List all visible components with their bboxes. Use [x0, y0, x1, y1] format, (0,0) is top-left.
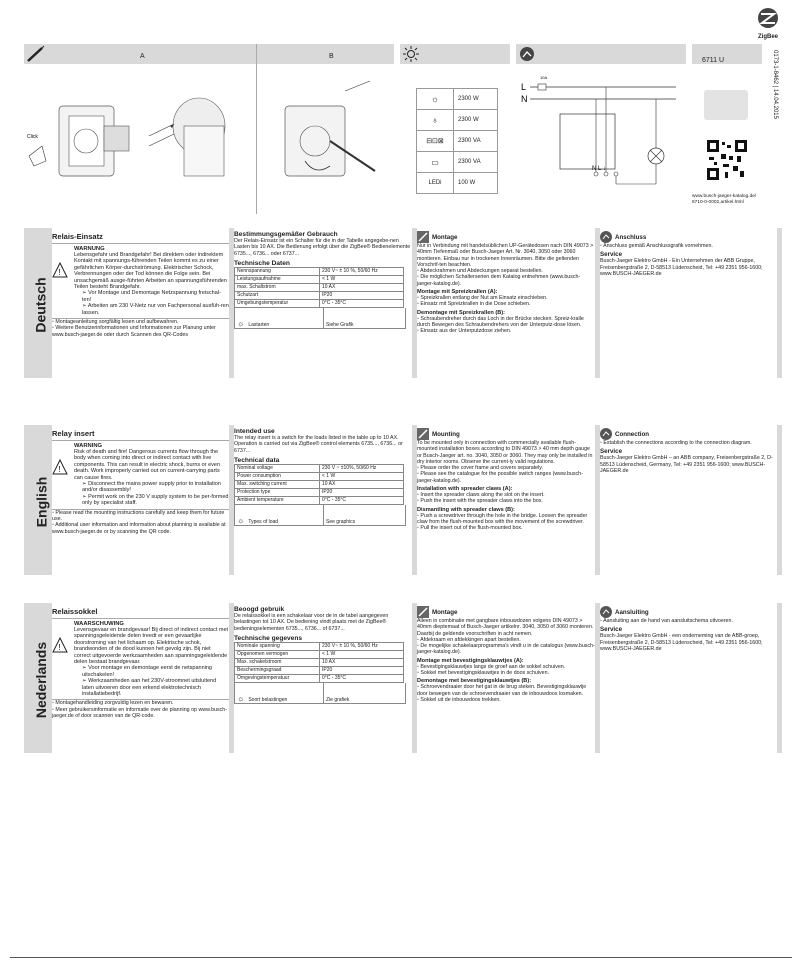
connection-icon — [600, 606, 612, 618]
use-text: De relaissokkel is een schakelaar voor de in de tabel aangegeven belastingen tot 10 AX. De bediening vindt plaats met de ZigBee® bedieningselementen 6735..., 6736... of 6737... — [234, 613, 389, 632]
mounting-text: To be mounted only in connection with commercially available flush-mounted installation boxes according to DIN 49073 > 40 mm depth gauge or Busch-Jaeger art. no. 3040, 3050 or 3060. They may only be installed in dry interior rooms. Observe the current-ly valid regulations. — [417, 440, 593, 465]
connection-bullet: ▫ Establish the connections according to the connection diagram. — [600, 440, 752, 446]
warning-title: WARNING — [74, 443, 103, 449]
illustration-a — [24, 66, 254, 211]
tech-row — [235, 674, 404, 682]
phone-image — [704, 90, 748, 120]
use-column — [234, 228, 412, 378]
tech-label: Ambient temperature — [235, 496, 320, 504]
service-text[interactable]: Busch-Jaeger Elektro GmbH - Ein Unternehmen der ABB Gruppe, Freisenbergstraße 2, D-58513 Lüdenscheid, Tel: +49 2351 956-1600; www.BUSCH-JAEGER.de — [600, 258, 763, 277]
halogen-icon: ♁ — [417, 110, 454, 130]
tech-row — [235, 299, 404, 307]
tech-value: IP20 — [320, 291, 404, 299]
product-column — [52, 425, 229, 575]
load-value: 2300 VA — [458, 159, 481, 165]
mounting-text: Alleen in combinatie met gangbare inbouwdozen volgens DIN 49073 > 40mm dieptemaat of Busch-Jaeger artikelnr. 3040, 3050 of 3060 monteren. Daarbij de geldende voorschriften in acht nemen. — [417, 618, 594, 637]
dismantle-bullet: ▫ Einsatz aus der Unterputzdose ziehen. — [417, 328, 512, 335]
tech-label: max. Schaltstrom — [235, 283, 320, 291]
tech-value: 10 AX — [320, 480, 404, 488]
light-icon: ☼ — [237, 693, 245, 703]
load-value: 2300 W — [458, 117, 479, 123]
wiring-panel — [516, 44, 686, 214]
wire-l-label: L — [521, 82, 527, 92]
service-text[interactable]: Busch-Jaeger Elektro GmbH - een onderneming van de ABB-groep, Freisenbergstraße 2, D-58513 Lüdenscheid, Tel: +49 2351 956-1600; www.BUSCH-JAEGER.de — [600, 633, 763, 652]
tech-row — [235, 650, 404, 658]
warning-bullet: ➢ Disconnect the mains power supply prior to installation and/or disassembly! — [82, 481, 221, 494]
mount-bullet: ▫ Please order the cover frame and covers separately. — [417, 465, 544, 472]
tech-value: 230 V~ ± 10 %, 50/60 Hz — [320, 267, 404, 275]
load-type-label: Soort belastingen — [248, 696, 288, 703]
mounting-heading — [417, 231, 595, 243]
use-column — [234, 603, 412, 753]
catalog-url[interactable]: www.busch-jaeger-katalog.de/ 6710-0-0002,artikel.html — [692, 194, 757, 205]
mounting-title: Montage — [432, 608, 458, 616]
load-row — [417, 131, 497, 152]
warning-icon — [52, 262, 68, 278]
warning-box — [52, 243, 229, 316]
connection-title: Connection — [615, 430, 650, 438]
lamp-icon: ☼ — [417, 89, 454, 109]
use-text: The relay insert is a switch for the loads listed in the table up to 10 AX. Operation is carried out via ZigBee® control elements 6735..., 6736... or 6737... — [234, 435, 403, 454]
article-panel — [692, 44, 762, 214]
note-item: ▫ Weitere Benutzerinformationen und Informationen zur Planung unter www.busch-jaeger.de oder durch Scannen des QR-Codes — [52, 325, 216, 338]
warning-text: Levensgevaar en brandgevaar! Bij direct of indirect contact met spanningsgeleidende delen treedt er een gevaarlijke doorstroming van het lichaam op. Elektrische schok, brandwonden of de dood kunnen het gevolg zijn. Bij niet correct uitgevoerde werkzaamheden aan spanningsgeleidende delen bestaat brandgevaar. — [74, 627, 229, 666]
use-column — [234, 425, 412, 575]
dismantle-title: Dismantling with spreader claws (B): — [417, 506, 515, 513]
light-icon: ☼ — [237, 515, 245, 525]
tech-row — [235, 642, 404, 650]
connection-bullet: ▫ Anschluss gemäß Anschlussgrafik vornehmen. — [600, 243, 713, 249]
claws-bullet: ▫ Insert the spreader claws along the slot on the insert. — [417, 492, 545, 499]
warning-icon — [52, 637, 68, 653]
svg-text:!: ! — [58, 465, 61, 474]
claws-title: Montage met bevestigingsklauwtjes (A): — [417, 657, 524, 664]
dismantle-title: Demontage met bevestigingsklauwtjes (B): — [417, 678, 532, 685]
tech-value: IP20 — [320, 666, 404, 674]
tech-title: Technical data — [234, 456, 280, 464]
connection-heading — [600, 231, 777, 243]
tech-label: Nominale spanning — [235, 642, 320, 650]
screwdriver-icon — [417, 606, 429, 618]
load-type-value: Siehe Grafik — [326, 321, 354, 328]
tech-value: 230 V ~ ±10%, 50/60 Hz — [320, 464, 404, 472]
terminal-labels: N L ↓ — [592, 166, 606, 172]
claws-bullet: ▫ Push the insert with the spreader claws into the box. — [417, 498, 543, 505]
load-row — [417, 89, 497, 110]
transformer-icon: ⊟⊡⊠ — [417, 131, 454, 151]
illustration-b — [260, 66, 392, 211]
tech-row — [235, 666, 404, 674]
mounting-column — [417, 603, 595, 753]
label-b: B — [329, 53, 334, 60]
zigbee-logo-mark — [753, 7, 783, 29]
connection-bullet: ▫ Aansluiting aan de hand van aansluitschema uitvoeren. — [600, 618, 733, 624]
tech-value: < 1 W — [320, 650, 404, 658]
screwdriver-icon — [26, 45, 46, 63]
mounting-heading — [417, 606, 595, 618]
tech-row — [235, 480, 404, 488]
product-column — [52, 603, 229, 753]
mount-bullet: ▫ Afdekraam en afdekkingen apart bestellen. — [417, 636, 521, 643]
tech-row — [235, 472, 404, 480]
warning-text: Risk of death and fire! Dangerous currents flow through the body when coming into direct or indirect contact with live components. This can result in electric shock, burns or even death. Work improperly carried out on current-carrying parts can cause fires. — [74, 449, 221, 481]
claws-bullet: ▫ Spreizkrallen entlang der Nut am Einsatz einschieben. — [417, 295, 548, 302]
dismantle-bullet: ▫ Schraubendreher durch das Loch in der Brücke stecken. Spreiz-kralle durch Bewegen des Schraubendrehers von der Unterputz-dose lösen. — [417, 315, 584, 328]
tech-value: < 1 W — [320, 275, 404, 283]
service-title: Service — [600, 251, 623, 259]
ledi-label: LEDi — [417, 173, 454, 193]
tech-value: < 1 W — [320, 472, 404, 480]
load-type-value: Zie grafiek — [326, 696, 350, 703]
tech-title: Technische Daten — [234, 259, 290, 267]
dismantle-title: Demontage mit Spreizkrallen (B): — [417, 309, 505, 316]
tech-label: Leistungsaufnahme — [235, 275, 320, 283]
product-title: Relay insert — [52, 429, 95, 438]
tech-label: Schutzart — [235, 291, 320, 299]
tech-label: Power consumption — [235, 472, 320, 480]
load-type-row — [234, 505, 406, 526]
tech-table — [234, 464, 404, 505]
claws-bullet: ▫ Bevestigingsklauwtjes langs de groef aan de sokkel schuiven. — [417, 663, 566, 670]
tech-row — [235, 291, 404, 299]
footer-line — [10, 957, 792, 958]
warning-text: Lebensgefahr und Brandgefahr! Bei direktem oder indirektem Kontakt mit spannungs-führenden Teilen kommt es zu einer gefährlichen Körper-durchströmung. Elektrischer Schock, Verbrennungen oder der Tod können die Folge sein. Bei unsachgemäß ausge-führten Arbeiten an spannungsführenden Teilen besteht Brandgefahr. — [74, 252, 227, 291]
use-text: Der Relais-Einsatz ist ein Schalter für die in der Tabelle angegebe-nen Lasten bis 10 AX. Die Bedienung erfolgt über die ZigBee® Bedienelemente 6735..., 6736... oder 6737... — [234, 238, 411, 257]
dismantle-bullet: ▫ Push a screwdriver through the hole in the bridge. Loosen the spreader claw from the flush-mounted box with the movement of the screwdriver. — [417, 512, 588, 525]
tech-table — [234, 267, 404, 308]
divider — [256, 44, 257, 214]
zigbee-logo — [753, 7, 783, 41]
note-item: ▫ Please read the mounting instructions carefully and keep them for future use. — [52, 509, 229, 523]
load-type-label: Lastarten — [248, 321, 270, 328]
mounting-heading — [417, 428, 595, 440]
language-tab: Deutsch — [30, 236, 52, 374]
claws-bullet: ▫ Sokkel met bevestigingsklauwtjes in de doos schuiven. — [417, 670, 550, 677]
mounting-title: Montage — [432, 233, 458, 241]
tech-label: Opgenomen vermogen — [235, 650, 320, 658]
warning-bullet: ➢ Permit work on the 230 V supply system to be per-formed only by specialist staff. — [82, 493, 229, 507]
load-table — [416, 88, 498, 194]
install-figure-panel — [24, 44, 394, 214]
load-type-row — [234, 683, 406, 704]
product-title: Relaissokkel — [52, 607, 98, 616]
note-item: ▫ Additional user information and information about planning is available at www.busch-jaeger.de or by scanning the QR code. — [52, 522, 226, 535]
mount-bullet: ▫ Abdeckrahmen und Abdeckungen separat bestellen. — [417, 268, 543, 275]
tech-label: Omgevingstemperatuur — [235, 674, 320, 682]
note-item: ▫ Montageanleitung sorgfältig lesen und aufbewahren. — [52, 318, 229, 325]
warning-bullet: ➢ Vor Montage und Demontage Netzspannung freischal-ten! — [82, 290, 221, 303]
fuse-label: 10A — [540, 75, 548, 80]
load-type-row — [234, 308, 406, 329]
load-row — [417, 152, 497, 173]
tech-value: 0°C - 35°C — [320, 496, 404, 504]
tech-row — [235, 283, 404, 291]
tech-row — [235, 658, 404, 666]
light-icon: ☼ — [237, 318, 245, 328]
tech-label: Max. switching current — [235, 480, 320, 488]
warning-icon — [52, 459, 68, 475]
service-title: Service — [600, 448, 623, 456]
connection-column — [600, 603, 777, 753]
screwdriver-icon — [417, 231, 429, 243]
connection-icon — [519, 46, 535, 62]
connection-icon — [600, 428, 612, 440]
load-value: 100 W — [458, 180, 476, 186]
load-type-value: See graphics — [326, 518, 356, 525]
wiring-diagram — [516, 66, 686, 214]
connection-title: Aansluiting — [615, 608, 649, 616]
tech-row — [235, 496, 404, 504]
service-title: Service — [600, 626, 623, 634]
use-title: Beoogd gebruik — [234, 606, 285, 613]
svg-text:!: ! — [58, 643, 61, 652]
load-row — [417, 173, 497, 193]
note-item: ▫ Meer gebruikersinformatie en informatie over de planning op www.busch-jaeger.de of door scannen van de QR-code. — [52, 706, 228, 720]
mounting-text: Nur in Verbindung mit handelsüblichen UP-Gerätedosen nach DIN 49073 > 40mm Tiefenmaß oder Busch-Jaeger Art. Nr. 3040, 3050 oder 3060 montieren. Einbau nur in trockenen Innenräumen. Bitte die geltenden Vorschrif-ten beachten. — [417, 243, 594, 268]
load-type-label: Types of load — [248, 518, 279, 525]
mount-bullet: ▫ De mogelijke schakelaarprogramma's vindt u in de catalogus (www.busch-jaeger-katalog.de). — [417, 643, 595, 656]
warning-title: WARNUNG — [74, 246, 105, 252]
language-tab: English — [30, 433, 52, 571]
service-text[interactable]: Busch-Jaeger Elektro GmbH – an ABB company, Freisenbergstraße 2, D-58513 Lüdenscheid, Germany, Tel: +49 2351 956-1600; www.BUSCH-JAEGER.de — [600, 455, 773, 474]
warning-title: WAARSCHUWING — [74, 621, 124, 627]
warning-bullet: ➢ Arbeiten am 230 V-Netz nur von Fachpersonal ausfüh-ren lassen. — [82, 303, 229, 316]
tech-label: Nennspannung — [235, 267, 320, 275]
tech-row — [235, 464, 404, 472]
product-title: Relais-Einsatz — [52, 232, 103, 241]
mounting-column — [417, 228, 595, 378]
mounting-column — [417, 425, 595, 575]
mount-bullet: ▫ Die möglichen Schalterserien dem Katalog entnehmen (www.busch-jaeger-katalog.de). — [417, 274, 581, 287]
fluorescent-icon: ▭ — [417, 152, 454, 172]
tech-row — [235, 267, 404, 275]
load-row — [417, 110, 497, 131]
load-table-panel — [400, 44, 510, 214]
dismantle-bullet: ▫ Schroevendraaier door het gat in de brug steken. Bevestigingsklauwtje door bewegen van de schroevendraaier van de inbouwdoos losmaken. — [417, 684, 587, 697]
dismantle-bullet: ▫ Sokkel uit de inbouwdoos trekken. — [417, 696, 501, 703]
label-a: A — [140, 53, 145, 60]
tech-row — [235, 275, 404, 283]
tech-label: Protection type — [235, 488, 320, 496]
dismantle-bullet: ▫ Pull the insert out of the flush-mounted box. — [417, 525, 523, 532]
note-item: ▫ Montagehandleiding zorgvuldig lezen en bewaren. — [52, 699, 229, 706]
tech-title: Technische gegevens — [234, 634, 303, 642]
wiring-header — [516, 44, 686, 64]
tech-label: Nominal voltage — [235, 464, 320, 472]
tech-value: 10 AX — [320, 658, 404, 666]
warning-box — [52, 618, 229, 697]
connection-icon — [600, 231, 612, 243]
connection-column — [600, 228, 777, 378]
doc-code: 0173-1-8462 | 14.04.2015 — [772, 50, 778, 119]
tech-row — [235, 488, 404, 496]
svg-text:Click: Click — [27, 134, 38, 140]
load-value: 2300 VA — [458, 138, 481, 144]
light-icon — [403, 46, 419, 62]
tech-value: 0°C - 35°C — [320, 674, 404, 682]
warning-bullet: ➢ Voor montage en demontage eerst de netspanning uitschakelen! — [82, 665, 212, 678]
warning-bullet: ➢ Werkzaamheden aan het 230V-stroomnet uitsluitend laten uitvoeren door een erkend elektrotechnisch installatiebedrijf. — [82, 678, 217, 698]
language-tab: Nederlands — [30, 611, 52, 749]
tech-value: 0°C - 35°C — [320, 299, 404, 307]
connection-title: Anschluss — [615, 233, 647, 241]
qr-code[interactable] — [707, 140, 747, 180]
zigbee-logo-text: ZigBee — [757, 34, 778, 40]
connection-heading — [600, 606, 777, 618]
use-title: Bestimmungsgemäßer Gebrauch — [234, 231, 338, 238]
svg-text:!: ! — [58, 268, 61, 277]
tech-label: Beschermingsgraad — [235, 666, 320, 674]
tech-value: IP20 — [320, 488, 404, 496]
use-title: Intended use — [234, 428, 275, 435]
connection-heading — [600, 428, 777, 440]
wire-n-label: N — [521, 94, 528, 104]
tech-value: 230 V~ ± 10 %, 50/60 Hz — [320, 642, 404, 650]
tech-table — [234, 642, 404, 683]
claws-bullet: ▫ Einsatz mit Spreizkrallen in die Dose schieben. — [417, 301, 531, 308]
connection-column — [600, 425, 777, 575]
tech-value: 10 AX — [320, 283, 404, 291]
tech-label: Max. schakelstroom — [235, 658, 320, 666]
claws-title: Montage mit Spreizkrallen (A): — [417, 289, 498, 296]
product-column — [52, 228, 229, 378]
load-value: 2300 W — [458, 96, 479, 102]
claws-title: Installation with spreader claws (A): — [417, 486, 513, 493]
mount-bullet: ▫ Please see the catalogue for the possible switch ranges (www.busch-jaeger-katalog.de). — [417, 471, 583, 484]
article-number: 6711 U — [702, 57, 725, 64]
mounting-title: Mounting — [432, 430, 460, 438]
tech-label: Umgebungstemperatur — [235, 299, 320, 307]
screwdriver-icon — [417, 428, 429, 440]
warning-box — [52, 440, 229, 507]
